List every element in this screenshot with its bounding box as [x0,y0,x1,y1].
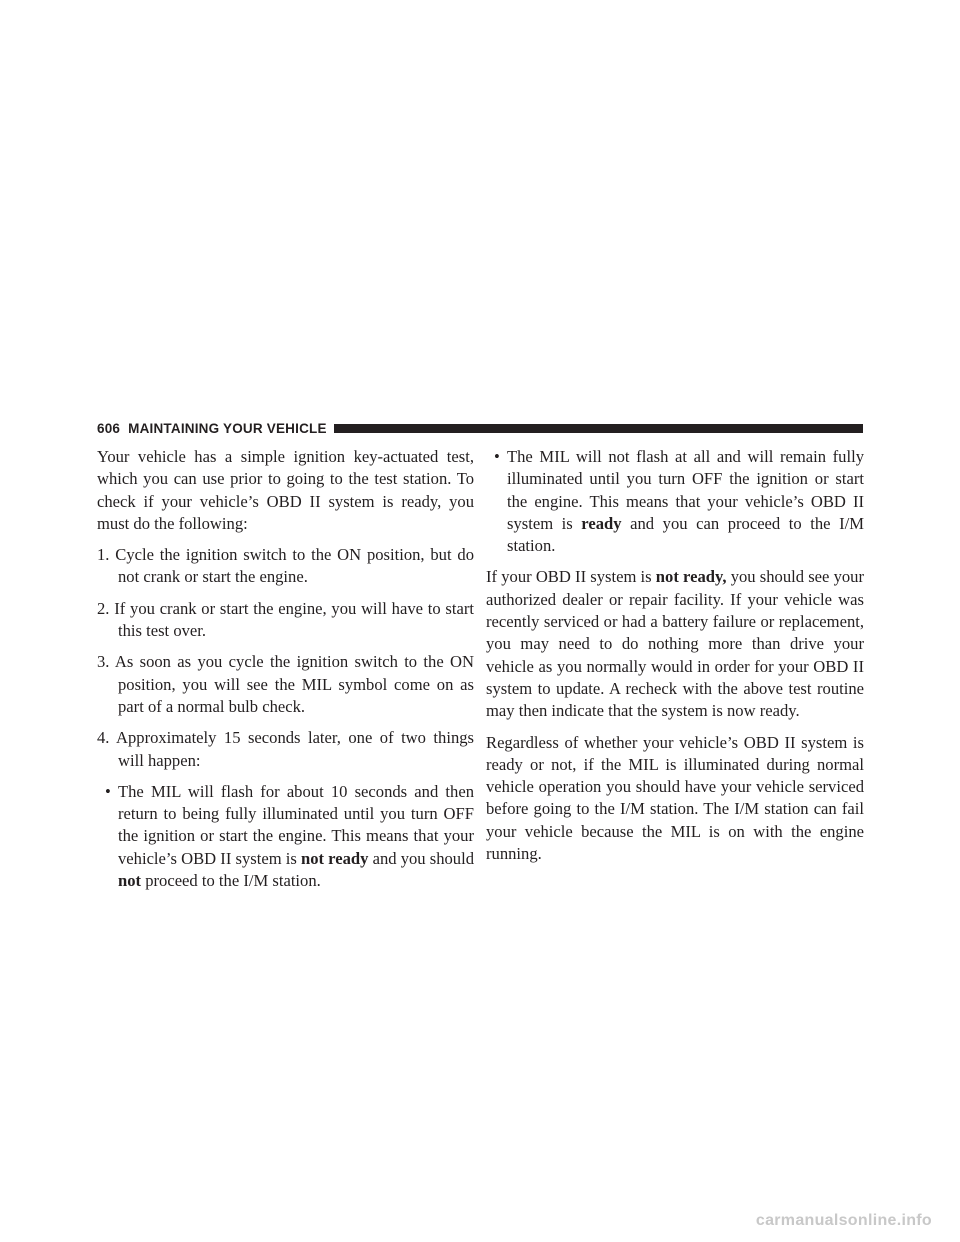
bullet-dot-icon: • [105,781,111,801]
step-4: 4. Approximately 15 seconds later, one of two things will happen: [97,728,474,770]
step-3: 3. As soon as you cycle the ignition switch to the ON position, you will see the MIL symbol come on as part of a normal bulb check. [97,652,474,716]
bold-not: not [118,871,142,891]
watermark-footer: carmanualsonline.info [755,1212,932,1229]
right-column [486,446,864,874]
bullet-not-ready [97,781,474,892]
bold-ready: ready [581,513,622,533]
bullet-dot-icon: • [494,447,500,466]
bullet-text: The MIL will flash for about 10 seconds and then return to being fully illuminated until you turn OFF the ignition or start the engine. This means that your vehicle’s OBD II system is [118,781,474,868]
regardless-paragraph: Regardless of whether your vehicle’s OBD II system is ready or not, if the MIL is illuminated during normal vehicle operation you should have your vehicle serviced before going to the I/M station. The I/M station can fail your vehicle because the MIL is on with the engine running. [486,732,864,864]
bold-not-ready-comma: not ready, [655,567,727,587]
bullet-text: and you should [368,848,475,868]
bold-not-ready: not ready [300,848,369,868]
bullet-text: proceed to the I/M station. [141,871,321,891]
left-column [97,446,474,901]
bullet-text: and you can proceed to the I/M station. [507,513,864,556]
bullet-text: The MIL will not flash at all and will remain fully illuminated until you turn OFF the ignition or start the engine. This means that your vehicle’s OBD II system is [507,447,864,533]
header-rule [334,424,863,433]
paragraph-text: you should see your authorized dealer or repair facility. If your vehicle was recently serviced or had a battery failure or replacement, you may need to do nothing more than drive your vehicle as you normally would in order for your OBD II system to update. A recheck with the above test routine may then indicate that the system is now ready. [486,567,864,721]
section-title: MAINTAINING YOUR VEHICLE [128,420,327,436]
step-2: 2. If you crank or start the engine, you will have to start this test over. [97,598,474,641]
not-ready-paragraph [486,566,864,722]
page-header [97,418,863,438]
step-1: 1. Cycle the ignition switch to the ON position, but do not crank or start the engine. [97,545,474,587]
paragraph-text: If your OBD II system is [486,567,656,587]
page-number: 606 [97,420,121,436]
intro-paragraph: Your vehicle has a simple ignition key-actuated test, which you can use prior to going to the test station. To check if your vehicle’s OBD II system is ready, you must do the following: [97,447,474,533]
bullet-ready [486,446,864,557]
